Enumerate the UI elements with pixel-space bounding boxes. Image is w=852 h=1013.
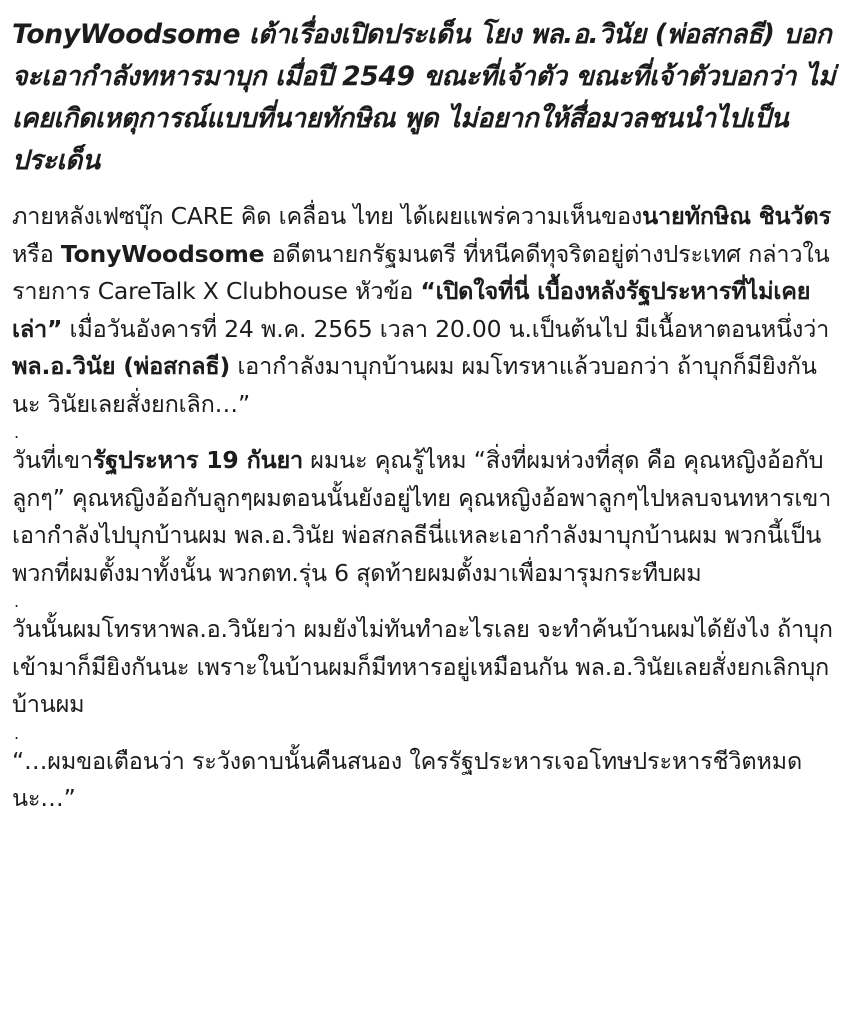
intro-bold-alias: TonyWoodsome [60,239,265,268]
coup-bold-date: รัฐประหาร 19 กันยา [92,446,304,474]
intro-bold-name: นายทักษิณ ชินวัตร [642,202,831,230]
paragraph-intro [12,198,842,423]
paragraph-phone-call: วันนั้นผมโทรหาพล.อ.วินัยว่า ผมยังไม่ทันทำอะไรเลย จะทำค้นบ้านผมได้ยังไง ถ้าบุกเข้ามาก็มียิงกันนะ เพราะในบ้านผมก็มีทหารอยู่เหมือนกัน พล.อ.วินัยเลยสั่งยกเลิกบุกบ้านผม [12,615,833,718]
coup-text-1: วันที่เขา [12,446,93,474]
separator-dot: . [14,723,20,743]
intro-text-2: หรือ [12,239,61,268]
coup-text-2: ผมนะ คุณรู้ไหม “สิ่งที่ผมห่วงที่สุด คือ คุณหญิงอ้อกับลูกๆ” คุณหญิงอ้อกับลูกๆผมตอนนั้นยังอยู่ไทย คุณหญิงอ้อพาลูกๆไปหลบจนทหารเขาเอากำลังไปบุกบ้านผม พล.อ.วินัย พ่อสกลธีนี่แหละเอากำลังมาบุกบ้านผม พวกนี้เป็นพวกที่ผมตั้งมาทั้งนั้น พวกตท.รุ่น 6 สุดท้ายผมตั้งมาเพื่อมารุมกระทืบผม [12,446,832,587]
intro-text-1: ภายหลังเฟซบุ๊ก CARE คิด เคลื่อน ไทย ได้เผยแพร่ความเห็นของ [12,202,643,230]
intro-bold-topic: “เปิดใจที่นี่ เบื้องหลังรัฐประหารที่ไม่เคยเล่า” [12,277,811,343]
intro-text-5: เอากำลังมาบุกบ้านผม ผมโทรหาแล้วบอกว่า ถ้าบุกก็มียิงกันนะ วินัยเลยสั่งยกเลิก…” [12,352,817,418]
intro-text-3: อดีตนายกรัฐมนตรี ที่หนีคดีทุจริตอยู่ต่างประเทศ กล่าวในรายการ CareTalk X Clubhouse หัวข้อ [12,239,830,305]
intro-bold-general: พล.อ.วินัย (พ่อสกลธี) [12,352,231,380]
news-post [12,14,842,818]
separator-dot: . [14,592,20,611]
paragraph-coup-day [12,442,842,592]
paragraph-warning-quote: “…ผมขอเตือนว่า ระวังดาบนั้นคืนสนอง ใครรัฐประหารเจอโทษประหารชีวิตหมดนะ…” [12,746,803,812]
intro-text-4: เมื่อวันอังคารที่ 24 พ.ค. 2565 เวลา 20.00 น.เป็นต้นไป มีเนื้อหาตอนหนึ่งว่า [62,314,830,343]
separator-dot: . [14,423,20,442]
post-headline: TonyWoodsome เต้าเรื่องเปิดประเด็น โยง พล.อ.วินัย (พ่อสกลธี) บอกจะเอากำลังทหารมาบุก เมื่อปี 2549 ขณะที่เจ้าตัว ขณะที่เจ้าตัวบอกว่า ไม่เคยเกิดเหตุการณ์แบบที่นายทักษิณ พูด ไม่อยากให้สื่อมวลชนนำไปเป็นประเด็น [12,19,836,176]
